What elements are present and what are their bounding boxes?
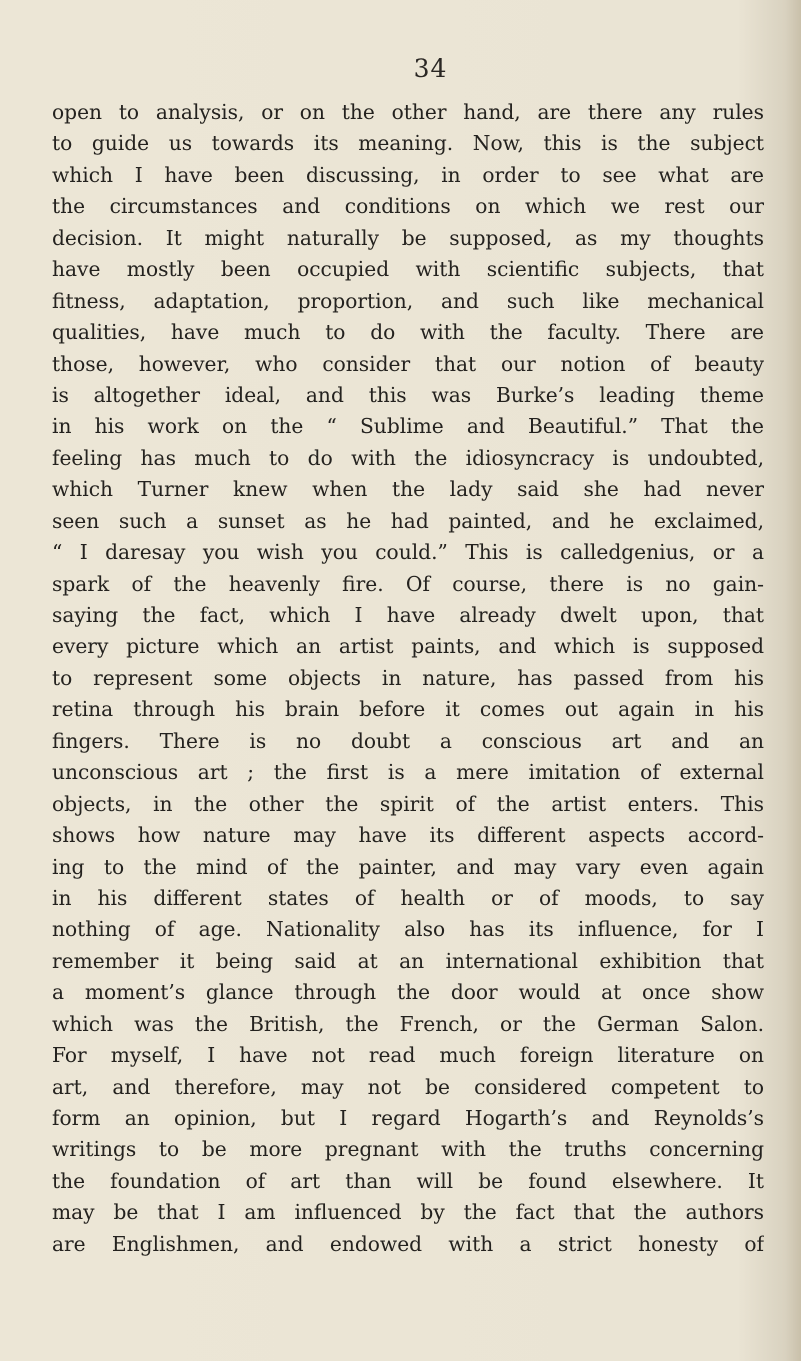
text-line: fitness, adaptation, proportion, and such like mechanical — [52, 288, 764, 313]
text-line: unconscious art ; the first is a mere imitation of external — [52, 760, 764, 785]
text-line: every picture which an artist paints, and which is supposed — [52, 634, 764, 659]
text-line: a moment’s glance through the door would at once show — [52, 980, 764, 1005]
text-line: shows how nature may have its different aspects accord- — [52, 823, 764, 848]
text-line: the circumstances and conditions on which we rest our — [52, 194, 764, 219]
text-line: to guide us towards its meaning. Now, this is the subject — [52, 131, 764, 156]
text-line: seen such a sunset as he had painted, and he exclaimed, — [52, 508, 764, 533]
text-line: is altogether ideal, and this was Burke’s leading theme — [52, 382, 764, 407]
text-line: may be that I am influenced by the fact that the authors — [52, 1200, 764, 1225]
text-line: remember it being said at an international exhibition that — [52, 948, 764, 973]
text-line: retina through his brain before it comes out again in his — [52, 697, 764, 722]
page-number: 34 — [413, 54, 448, 83]
text-line: have mostly been occupied with scientific subjects, that — [52, 257, 764, 282]
text-line: which was the British, the French, or the German Salon. — [52, 1011, 764, 1036]
text-line: open to analysis, or on the other hand, are there any rules — [52, 100, 764, 124]
body-text — [52, 97, 764, 1260]
text-line: the foundation of art than will be found elsewhere. It — [52, 1168, 764, 1193]
text-line: form an opinion, but I regard Hogarth’s and Reynolds’s — [52, 1106, 764, 1130]
text-line: which Turner knew when the lady said she had never — [52, 477, 764, 502]
text-line: to represent some objects in nature, has passed from his — [52, 665, 764, 690]
text-line: decision. It might naturally be supposed, as my thoughts — [52, 225, 764, 250]
text-line: are Englishmen, and endowed with a strict honesty of — [52, 1231, 764, 1256]
text-line: in his different states of health or of moods, to say — [52, 885, 764, 910]
text-line: feeling has much to do with the idiosyncracy is undoubted, — [52, 445, 764, 470]
text-line: those, however, who consider that our notion of beauty — [52, 351, 764, 376]
text-line: fingers. There is no doubt a conscious art and an — [52, 728, 764, 753]
text-line: spark of the heavenly fire. Of course, there is no gain- — [52, 571, 764, 596]
text-line: art, and therefore, may not be considered competent to — [52, 1074, 764, 1099]
text-line: saying the fact, which I have already dwelt upon, that — [52, 603, 764, 627]
text-line: nothing of age. Nationality also has its influence, for I — [52, 917, 764, 942]
text-line: in his work on the “ Sublime and Beautiful.” That the — [52, 414, 764, 439]
text-line: qualities, have much to do with the faculty. There are — [52, 320, 764, 345]
text-line: objects, in the other the spirit of the artist enters. This — [52, 791, 764, 816]
text-line: writings to be more pregnant with the truths concerning — [52, 1137, 764, 1162]
text-line: ing to the mind of the painter, and may vary even again — [52, 854, 764, 879]
text-line: which I have been discussing, in order to see what are — [52, 162, 764, 187]
text-line: For myself, I have not read much foreign literature on — [52, 1043, 764, 1068]
text-line: “ I daresay you wish you could.” This is calledgenius, or a — [52, 540, 764, 565]
